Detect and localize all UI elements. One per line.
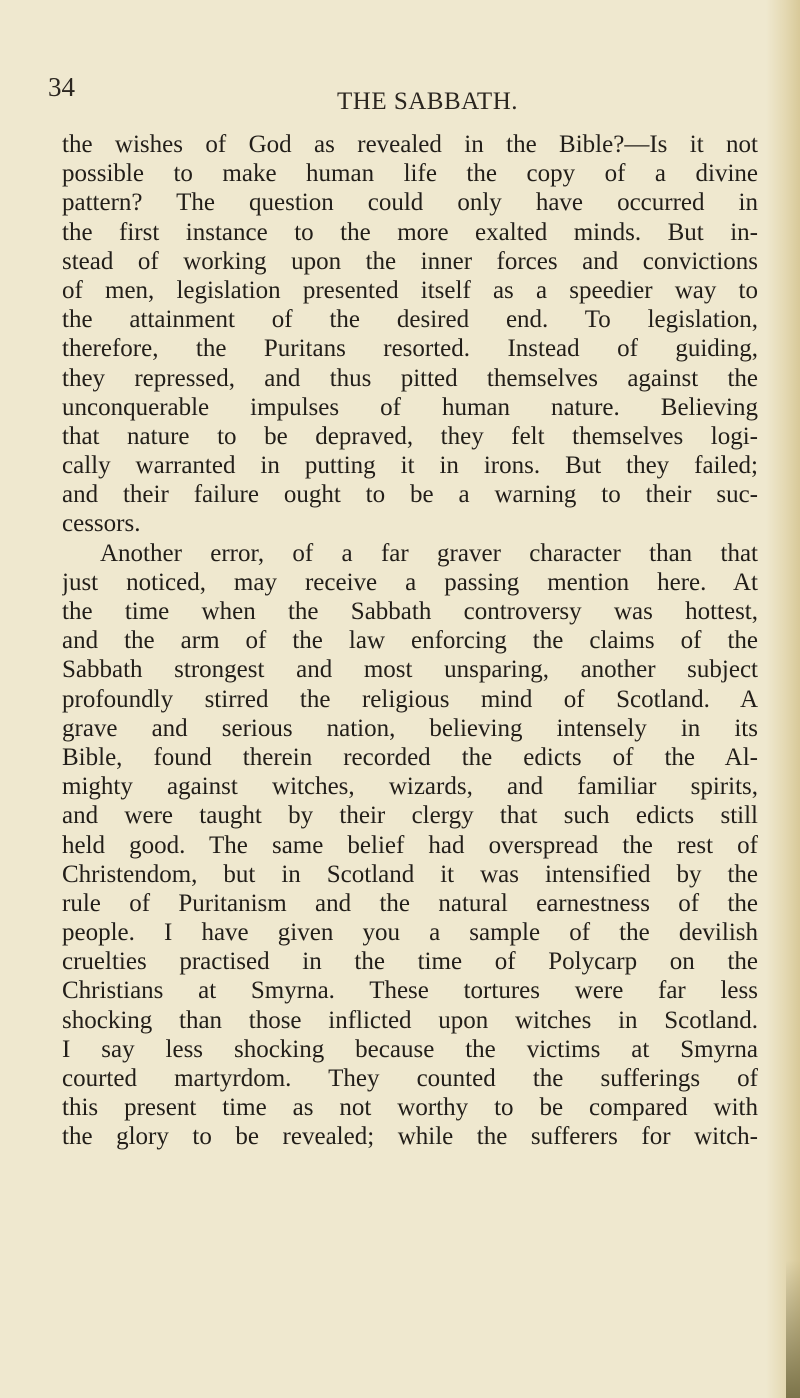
body-text: [62, 130, 758, 1152]
text-line: people. I have given you a sample of the devilish: [62, 919, 758, 947]
text-line: and were taught by their clergy that such edicts still: [62, 802, 758, 830]
text-line: and the arm of the law enforcing the claims of the: [62, 627, 758, 655]
text-line: Bible, found therein recorded the edicts of the Al-: [62, 743, 758, 771]
text-line: grave and serious nation, believing intensely in its: [62, 714, 758, 742]
text-line: the glory to be revealed; while the sufferers for witch-: [62, 1123, 758, 1151]
text-line: and their failure ought to be a warning to their suc-: [62, 481, 758, 509]
text-line: pattern? The question could only have occurred in: [62, 189, 758, 217]
running-head: THE SABBATH.: [337, 88, 519, 115]
page-edge-dark: [786, 1260, 800, 1398]
text-line: I say less shocking because the victims at Smyrna: [62, 1035, 758, 1063]
text-line: the attainment of the desired end. To legislation,: [62, 306, 758, 334]
text-line: therefore, the Puritans resorted. Instead of guiding,: [62, 335, 758, 363]
text-line: cally warranted in putting it in irons. But they failed;: [62, 452, 758, 480]
text-line: shocking than those inflicted upon witches in Scotland.: [62, 1006, 758, 1034]
text-line: profoundly stirred the religious mind of Scotland. A: [62, 685, 758, 713]
text-line: mighty against witches, wizards, and familiar spirits,: [62, 773, 758, 801]
text-line: unconquerable impulses of human nature. Believing: [62, 393, 758, 421]
text-line: possible to make human life the copy of a divine: [62, 160, 758, 188]
text-line: stead of working upon the inner forces and convictions: [62, 247, 758, 275]
text-line: that nature to be depraved, they felt themselves logi-: [62, 422, 758, 450]
text-line: courted martyrdom. They counted the sufferings of: [62, 1065, 758, 1092]
text-line: cruelties practised in the time of Polycarp on the: [62, 948, 758, 976]
text-line: rule of Puritanism and the natural earnestness of the: [62, 889, 758, 917]
text-line: Christendom, but in Scotland it was intensified by the: [62, 860, 758, 888]
text-line: Another error, of a far graver character than that: [100, 539, 758, 567]
text-line: they repressed, and thus pitted themselves against the: [62, 364, 758, 392]
text-line: of men, legislation presented itself as a speedier way to: [62, 276, 758, 304]
page-edge-shadow: [766, 0, 800, 1398]
page-header: [0, 0, 800, 120]
text-line: held good. The same belief had overspread the rest of: [62, 831, 758, 859]
text-line: cessors.: [62, 510, 141, 538]
text-line: the wishes of God as revealed in the Bible?—Is it not: [62, 131, 758, 158]
text-line: the first instance to the more exalted minds. But in-: [62, 218, 758, 246]
text-line: Sabbath strongest and most unsparing, another subject: [62, 656, 758, 684]
text-line: Christians at Smyrna. These tortures were far less: [62, 977, 758, 1005]
page-number: 34: [48, 72, 75, 102]
text-line: just noticed, may receive a passing mention here. At: [62, 568, 758, 596]
text-line: this present time as not worthy to be compared with: [62, 1094, 758, 1122]
text-line: the time when the Sabbath controversy was hottest,: [62, 598, 758, 625]
